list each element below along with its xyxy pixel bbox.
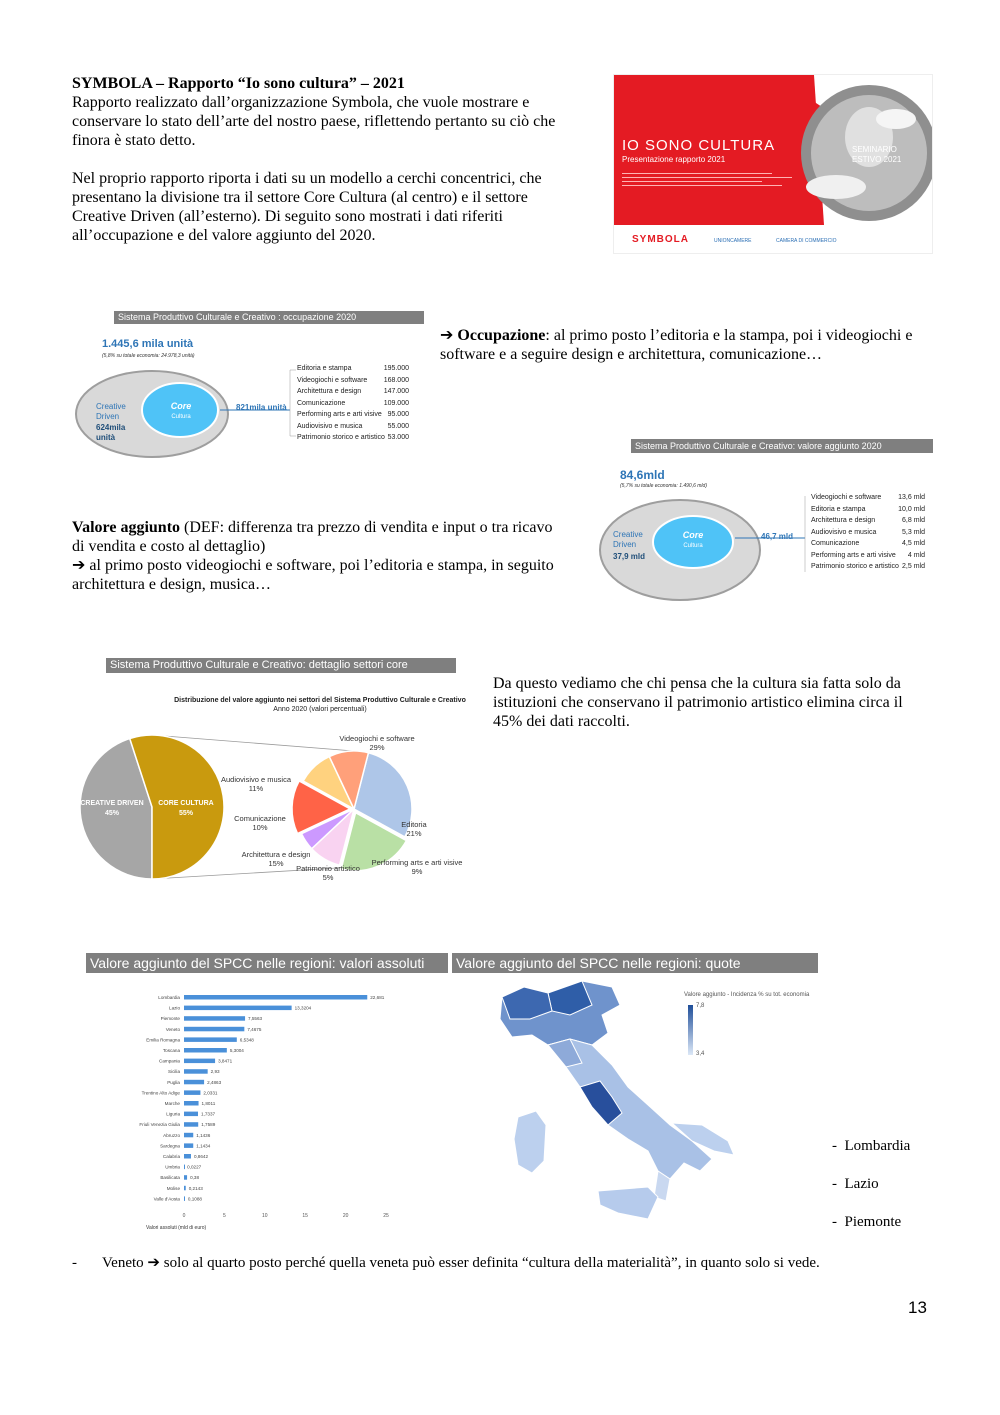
veneto-text: solo al quarto posto perché quella veneta può esser definita “cultura della materialità”, in quanto solo si vede.	[159, 1255, 820, 1271]
pie-value-label: 21%	[406, 829, 422, 838]
occupazione-total-note: (5,8% su totale economia: 24.978,3 unità)	[102, 353, 195, 359]
regioni-bar-figure	[86, 953, 448, 1233]
valore-comment-bold: Valore aggiunto	[72, 519, 181, 536]
bar	[184, 1006, 292, 1011]
bar	[184, 1059, 215, 1064]
pie-label: Editoria	[401, 820, 427, 829]
pie-value-label: 15%	[268, 859, 284, 868]
table-row: Comunicazione 109.000	[297, 399, 409, 407]
occupazione-comment-bold: Occupazione	[457, 327, 546, 344]
valore-core-label: Core	[682, 530, 704, 540]
x-tick-label: 10	[262, 1213, 268, 1219]
bar	[184, 1112, 198, 1117]
valore-comment-arrow-text: al primo posto videogiochi e software, poi l’editoria e stampa, in seguito architettura e design, musica…	[72, 557, 554, 593]
bar-category-label: Abruzzo	[163, 1132, 180, 1138]
x-tick-label: 25	[383, 1213, 389, 1219]
pie-value-label: 55%	[178, 810, 194, 817]
x-tick-label: 0	[182, 1213, 186, 1219]
regioni-bar-header: Valore aggiunto del SPCC nelle regioni: valori assoluti	[86, 953, 448, 973]
bar-category-label: Molise	[166, 1185, 180, 1191]
bar-value-label: 0,38	[190, 1175, 200, 1181]
bar	[184, 1048, 227, 1053]
occupazione-core-sub: Cultura	[171, 414, 191, 420]
pie-value-label: 45%	[104, 810, 120, 817]
x-tick-label: 15	[302, 1213, 308, 1219]
veneto-name: Veneto	[102, 1255, 144, 1271]
bar	[184, 1175, 187, 1180]
dettaglio-chart-subtitle: Anno 2020 (valori percentuali)	[273, 706, 367, 713]
list-item: - Piemonte	[832, 1214, 902, 1230]
bar-value-label: 13,3204	[294, 1005, 312, 1011]
x-tick-label: 20	[342, 1213, 349, 1219]
valore-core-sub: Cultura	[683, 543, 703, 549]
pie-label: Patrimonio artistico	[296, 864, 360, 873]
bar	[184, 1101, 199, 1106]
map-legend-title: Valore aggiunto - Incidenza % su tot. economia	[684, 992, 810, 998]
bar	[184, 1122, 198, 1127]
bar	[184, 1133, 193, 1138]
occupazione-comment	[440, 326, 930, 364]
table-row: Videogiochi e software 13,6 mld	[811, 494, 925, 501]
bar-value-label: 7,5563	[248, 1016, 263, 1022]
bar	[184, 1143, 193, 1148]
occupazione-comment-text: : al primo posto l’editoria e la stampa, poi i videogiochi e software e a seguire design e architettura, comunicazione…	[440, 327, 913, 363]
map-legend-min: 3,4	[696, 1051, 705, 1057]
bar-category-label: Liguria	[166, 1111, 180, 1117]
valore-figure	[595, 438, 935, 606]
bar-value-label: 6,5348	[239, 1037, 254, 1043]
occupazione-total: 1.445,6 mila unità	[102, 338, 194, 350]
bar	[184, 1154, 191, 1159]
bar-value-label: 0,2143	[188, 1185, 203, 1191]
dettaglio-chart-title: Distribuzione del valore aggiunto nei settori del Sistema Produttivo Culturale e Creativo	[174, 697, 466, 704]
table-row: Architettura e design 147.000	[297, 388, 409, 395]
intro-paragraph-1: Rapporto realizzato dall’organizzazione Symbola, che vuole mostrare e conservare lo stato dell’arte del nostro paese, riflettendo pertanto su ciò che finora è stato detto.	[72, 94, 556, 149]
table-row: Patrimonio storico e artistico 53.000	[297, 434, 409, 441]
bar-value-label: 5,3004	[229, 1048, 244, 1053]
map-legend-max: 7,8	[696, 1003, 705, 1009]
bar-value-label: 0,1088	[187, 1196, 202, 1202]
bar-category-label: Campania	[159, 1058, 180, 1064]
intro-section	[72, 74, 582, 245]
poster-partner-1: UNIONCAMERE	[714, 238, 752, 244]
page-number: 13	[908, 1298, 927, 1317]
bar-category-label: Marche	[164, 1101, 180, 1106]
bar-category-label: Calabria	[162, 1154, 180, 1159]
table-row: Editoria e stampa 195.000	[297, 365, 409, 372]
valore-header: Sistema Produttivo Culturale e Creativo: valore aggiunto 2020	[631, 439, 933, 453]
table-row: Audiovisivo e musica 5,3 mld	[811, 528, 925, 536]
bar-value-label: 2,0331	[203, 1090, 218, 1096]
italy-map	[452, 975, 818, 1237]
bar	[184, 1165, 185, 1170]
bar	[184, 1037, 237, 1042]
bar-category-label: Veneto	[165, 1026, 180, 1032]
bar-category-label: Emilia Romagna	[146, 1037, 180, 1043]
bar-category-label: Friuli Venezia Giulia	[139, 1122, 180, 1128]
bar	[184, 1069, 208, 1074]
bar-category-label: Lombardia	[158, 995, 180, 1000]
x-axis-label: Valori assoluti (mld di euro)	[146, 1225, 207, 1231]
bar-value-label: 7,4675	[247, 1026, 262, 1032]
bar-category-label: Umbria	[165, 1164, 180, 1170]
valore-comment-def: (DEF: differenza tra prezzo di vendita e input o tra ricavo di vendita e costo al dettaglio)	[72, 519, 553, 555]
x-tick-label: 5	[223, 1213, 226, 1219]
bar-value-label: 1,1434	[196, 1143, 211, 1149]
occupazione-core-value: 821mila unità	[236, 403, 287, 412]
bar-value-label: 1,7589	[201, 1122, 216, 1128]
table-row: Patrimonio storico e artistico 2,5 mld	[811, 563, 925, 570]
occupazione-outer-label: Creative Driven	[96, 402, 126, 421]
bar-category-label: Piemonte	[160, 1016, 180, 1022]
occupazione-header: Sistema Produttivo Culturale e Creativo : occupazione 2020	[114, 311, 424, 324]
bar-category-label: Lazio	[169, 1005, 180, 1011]
table-row: Performing arts e arti visive 95.000	[297, 411, 409, 418]
occupazione-outer-value: 624mila unità	[96, 423, 126, 442]
pie-label: CORE CULTURA	[158, 800, 214, 807]
arrow-icon: ➔	[440, 327, 458, 344]
bar-category-label: Sicilia	[168, 1069, 180, 1075]
valore-total: 84,6mld	[620, 468, 665, 482]
table-row: Comunicazione 4,5 mld	[811, 540, 925, 547]
bar-value-label: 0,0227	[187, 1164, 202, 1170]
valore-outer-value: 37,9 mld	[613, 552, 646, 561]
bar	[184, 1186, 186, 1191]
table-row: Videogiochi e software 168.000	[297, 376, 409, 384]
pie-value-label: 29%	[369, 743, 385, 752]
poster-subline: Presentazione rapporto 2021	[622, 155, 726, 164]
occupazione-figure	[72, 308, 424, 463]
list-item: - Lombardia	[832, 1138, 911, 1154]
valore-total-note: (5,7% su totale economia: 1.490,6 mld)	[620, 483, 707, 489]
bar-category-label: Basilicata	[160, 1175, 180, 1181]
arrow-icon: ➔	[72, 557, 86, 574]
regioni-bar-chart	[86, 975, 448, 1233]
bar-category-label: Trentino Alto Adige	[141, 1090, 180, 1096]
poster-headline: IO SONO CULTURA	[622, 137, 776, 154]
intro-title: SYMBOLA – Rapporto “Io sono cultura” – 2021	[72, 75, 405, 92]
dettaglio-comment: Da questo vediamo che chi pensa che la cultura sia fatta solo da istituzioni che conservano il patrimonio artistico elimina circa il 45% dei dati raccolti.	[493, 675, 903, 730]
bar	[184, 1016, 245, 1021]
pie-label: Architettura e design	[241, 850, 311, 859]
valore-table	[811, 494, 925, 575]
bar	[184, 1027, 244, 1032]
poster-image	[613, 74, 933, 254]
bar	[184, 995, 367, 1000]
intro-paragraph-2: Nel proprio rapporto riporta i dati su un modello a cerchi concentrici, che presentano la divisione tra il settore Core Cultura (al centro) e il settore Creative Driven (all’esterno). Di seguito sono mostrati i dati riferiti all’occupazione e del valore aggiunto del 2020.	[72, 170, 542, 244]
list-item: - Lazio	[832, 1176, 879, 1192]
pie-label: Performing arts e arti visive	[371, 858, 463, 867]
arrow-icon: ➔	[147, 1255, 160, 1271]
poster-brand-logo: SYMBOLA	[632, 234, 689, 245]
dettaglio-header: Sistema Produttivo Culturale e Creativo: dettaglio settori core	[106, 658, 456, 673]
pie-label: CREATIVE DRIVEN	[80, 800, 144, 807]
pie-value-label: 5%	[322, 873, 334, 882]
dettaglio-figure	[72, 655, 482, 890]
pie-label: Comunicazione	[234, 814, 286, 823]
bar-category-label: Valle d'Aosta	[153, 1196, 180, 1202]
valore-comment	[72, 518, 562, 594]
pie-label: Videogiochi e software	[339, 734, 415, 743]
poster-event: SEMINARIO ESTIVO 2021	[852, 145, 902, 164]
occupazione-core-label: Core	[170, 401, 192, 411]
bar-value-label: 1,8011	[201, 1101, 216, 1106]
pie-value-label: 9%	[411, 867, 423, 876]
bar-category-label: Sardegna	[160, 1143, 180, 1149]
bar-value-label: 0,8642	[193, 1154, 209, 1159]
pie-label: Audiovisivo e musica	[220, 775, 292, 784]
valore-core-value: 46,7 mld	[761, 532, 794, 541]
table-row: Editoria e stampa 10,0 mld	[811, 505, 925, 513]
bar-value-label: 1,7337	[201, 1111, 216, 1117]
valore-outer-label: Creative Driven	[613, 530, 643, 549]
bar-value-label: 2,4863	[207, 1079, 222, 1085]
bar	[184, 1090, 200, 1095]
bar-value-label: 3,8471	[218, 1058, 233, 1064]
bar-category-label: Puglia	[167, 1079, 180, 1085]
veneto-note: - Veneto ➔ solo al quarto posto perché quella veneta può esser definita “cultura della materialità”, in quanto solo si vede.	[72, 1255, 820, 1271]
bar-value-label: 2,93	[210, 1069, 220, 1075]
occupazione-table	[297, 365, 409, 446]
bar	[184, 1080, 204, 1085]
bar	[184, 1196, 185, 1201]
dettaglio-pie-charts	[72, 655, 482, 890]
regioni-map-header: Valore aggiunto del SPCC nelle regioni: quote	[452, 953, 818, 973]
pie-value-label: 10%	[252, 823, 268, 832]
table-row: Architettura e design 6,8 mld	[811, 517, 925, 524]
table-row: Audiovisivo e musica 55.000	[297, 422, 409, 430]
bar-category-label: Toscana	[162, 1048, 180, 1053]
regioni-map-figure	[452, 953, 818, 1238]
table-row: Performing arts e arti visive 4 mld	[811, 551, 925, 559]
bar-value-label: 22,681	[370, 995, 385, 1000]
bar-value-label: 1,1436	[196, 1132, 211, 1138]
poster-partner-2: CAMERA DI COMMERCIO	[776, 238, 837, 244]
pie-value-label: 11%	[248, 784, 264, 793]
